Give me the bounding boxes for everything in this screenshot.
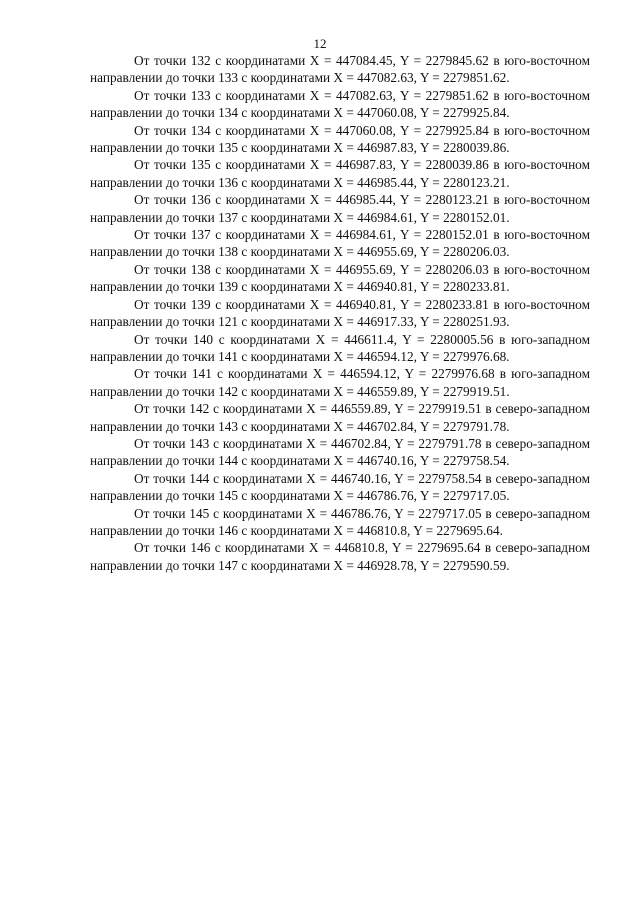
paragraph-point-140: От точки 140 с координатами X = 446611.4, Y = 2280005.56 в юго-западном направлении до точки 141 с координатами X = 446594.12, Y = 2279976.68. xyxy=(90,331,590,364)
paragraph-point-136: От точки 136 с координатами X = 446985.44, Y = 2280123.21 в юго-восточном направлении до точки 137 с координатами X = 446984.61, Y = 2280152.01. xyxy=(90,192,590,225)
paragraph-point-144: От точки 144 с координатами X = 446740.16, Y = 2279758.54 в северо-западном направлении до точки 145 с координатами X = 446786.76, Y = 2279717.05. xyxy=(90,470,590,504)
paragraph-point-139: От точки 139 с координатами X = 446940.81, Y = 2280233.81 в юго-восточном направлении до точки 121 с координатами X = 446917.33, Y = 2280251.93. xyxy=(90,296,590,330)
paragraph-point-146: От точки 146 с координатами X = 446810.8, Y = 2279695.64 в северо-западном направлении до точки 147 с координатами X = 446928.78, Y = 2279590.59. xyxy=(90,540,590,573)
page-number: 12 xyxy=(313,36,327,51)
paragraph-point-141: От точки 141 с координатами X = 446594.12, Y = 2279976.68 в юго-западном направлении до точки 142 с координатами X = 446559.89, Y = 2279919.51. xyxy=(90,366,590,399)
paragraph-point-138: От точки 138 с координатами X = 446955.69, Y = 2280206.03 в юго-восточном направлении до точки 139 с координатами X = 446940.81, Y = 2280233.81. xyxy=(90,261,590,295)
paragraph-point-145: От точки 145 с координатами X = 446786.76, Y = 2279717.05 в северо-западном направлении до точки 146 с координатами X = 446810.8, Y = 2279695.64. xyxy=(90,505,590,538)
paragraph-point-133: От точки 133 с координатами X = 447082.63, Y = 2279851.62 в юго-восточном направлении до точки 134 с координатами X = 447060.08, Y = 2279925.84. xyxy=(90,87,590,121)
paragraph-point-142: От точки 142 с координатами X = 446559.89, Y = 2279919.51 в северо-западном направлении до точки 143 с координатами X = 446702.84, Y = 2279791.78. xyxy=(90,401,590,434)
paragraph-point-134: От точки 134 с координатами X = 447060.08, Y = 2279925.84 в юго-восточном направлении до точки 135 с координатами X = 446987.83, Y = 2280039.86. xyxy=(90,122,590,156)
document-body xyxy=(90,52,590,574)
paragraph-point-143: От точки 143 с координатами X = 446702.84, Y = 2279791.78 в северо-западном направлении до точки 144 с координатами X = 446740.16, Y = 2279758.54. xyxy=(90,435,590,469)
paragraph-point-137: От точки 137 с координатами X = 446984.61, Y = 2280152.01 в юго-восточном направлении до точки 138 с координатами X = 446955.69, Y = 2280206.03. xyxy=(90,227,590,260)
paragraph-point-132: От точки 132 с координатами X = 447084.45, Y = 2279845.62 в юго-восточном направлении до точки 133 с координатами X = 447082.63, Y = 2279851.62. xyxy=(90,53,590,86)
paragraph-point-135: От точки 135 с координатами X = 446987.83, Y = 2280039.86 в юго-восточном направлении до точки 136 с координатами X = 446985.44, Y = 2280123.21. xyxy=(90,157,590,190)
